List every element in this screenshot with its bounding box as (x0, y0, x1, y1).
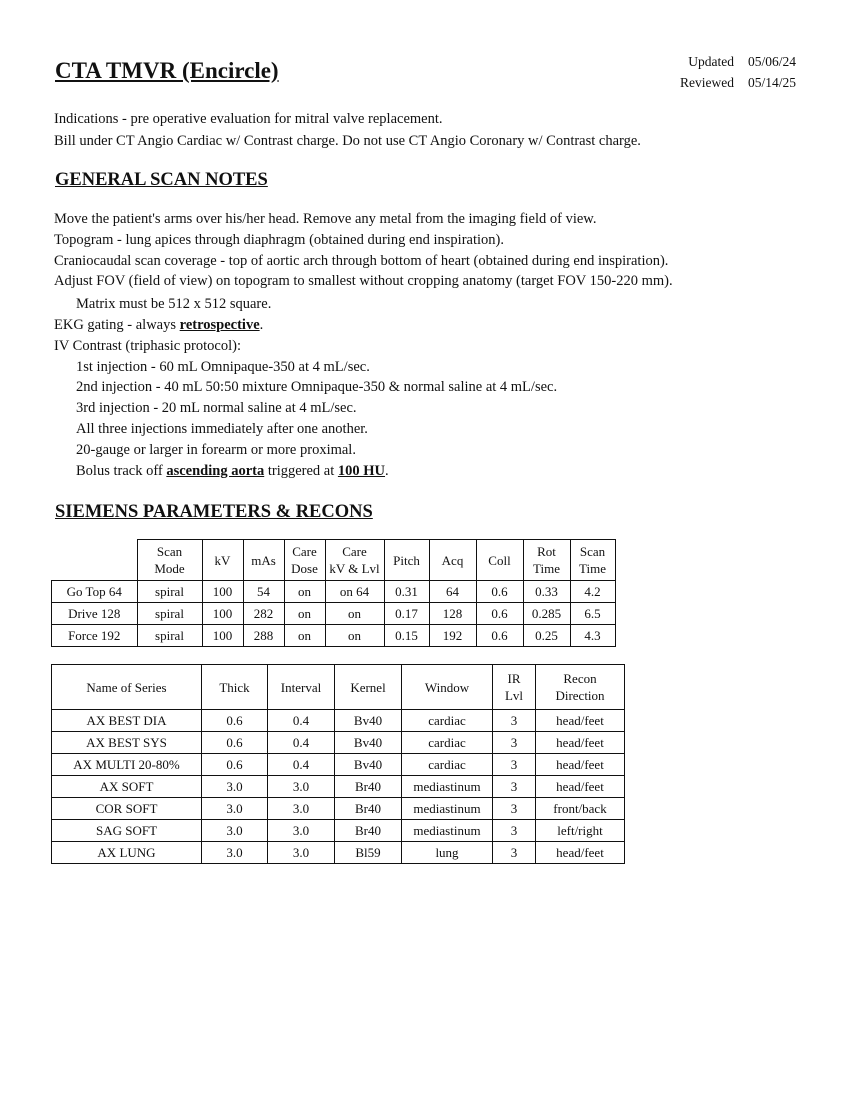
note-line: Adjust FOV (field of view) on topogram to smallest without cropping anatomy (target FOV 150-220 mm). (54, 273, 673, 290)
table-cell: 3.0 (202, 820, 268, 842)
table-cell: on (325, 625, 384, 647)
table-cell: 0.31 (384, 581, 429, 603)
table-cell: 3.0 (268, 798, 335, 820)
emphasis-retrospective: retrospective (179, 316, 260, 333)
table-cell: 3 (493, 842, 536, 864)
column-header: Window (402, 665, 493, 710)
table-cell: cardiac (402, 710, 493, 732)
table-cell: head/feet (536, 710, 625, 732)
table-cell: 288 (243, 625, 284, 647)
table-cell: 0.25 (523, 625, 570, 647)
table-cell: Bv40 (335, 732, 402, 754)
table-cell: 100 (202, 625, 243, 647)
reviewed-label: Reviewed (680, 75, 734, 90)
table-cell: left/right (536, 820, 625, 842)
table-cell: on (325, 603, 384, 625)
table-cell: Bv40 (335, 710, 402, 732)
general-notes (54, 209, 673, 481)
table-row (52, 732, 625, 754)
table-row (52, 625, 616, 647)
table-cell: Drive 128 (52, 603, 138, 625)
table-header-row (52, 665, 625, 710)
table-cell: 3 (493, 710, 536, 732)
table-cell: 0.15 (384, 625, 429, 647)
table-cell: spiral (137, 603, 202, 625)
table-cell: AX BEST SYS (52, 732, 202, 754)
table-cell: 0.6 (476, 625, 523, 647)
table-cell: head/feet (536, 776, 625, 798)
column-header: Thick (202, 665, 268, 710)
recons-table (51, 664, 625, 864)
note-line: Matrix must be 512 x 512 square. (76, 296, 272, 313)
table-cell: 64 (429, 581, 476, 603)
table-cell: AX BEST DIA (52, 710, 202, 732)
table-cell: 0.17 (384, 603, 429, 625)
table-cell: 54 (243, 581, 284, 603)
column-header: Name of Series (52, 665, 202, 710)
billing-text: Bill under CT Angio Cardiac w/ Contrast charge. Do not use CT Angio Coronary w/ Contrast charge. (54, 133, 641, 149)
table-cell: front/back (536, 798, 625, 820)
column-header: Pitch (384, 540, 429, 581)
table-cell: Bv40 (335, 754, 402, 776)
table-cell: 0.4 (268, 732, 335, 754)
intro-section (54, 108, 641, 152)
table-cell: 3 (493, 820, 536, 842)
table-cell: mediastinum (402, 798, 493, 820)
table-cell: on 64 (325, 581, 384, 603)
blank-header-cell (52, 540, 138, 581)
general-scan-notes-heading: GENERAL SCAN NOTES (55, 170, 268, 190)
table-row (52, 776, 625, 798)
note-line: IV Contrast (triphasic protocol): (54, 337, 241, 354)
note-line: 1st injection - 60 mL Omnipaque-350 at 4 mL/sec. (76, 358, 370, 375)
table-cell: cardiac (402, 754, 493, 776)
table-cell: 3 (493, 776, 536, 798)
table-cell: 3 (493, 732, 536, 754)
table-cell: lung (402, 842, 493, 864)
column-header: Rot Time (523, 540, 570, 581)
table-row (52, 842, 625, 864)
table-cell: spiral (137, 625, 202, 647)
note-line: Craniocaudal scan coverage - top of aortic arch through bottom of heart (obtained during end inspiration). (54, 252, 669, 269)
column-header: Scan Mode (137, 540, 202, 581)
table-cell: 100 (202, 581, 243, 603)
table-cell: head/feet (536, 842, 625, 864)
table-cell: 3.0 (202, 842, 268, 864)
table-cell: AX LUNG (52, 842, 202, 864)
table-cell: AX MULTI 20-80% (52, 754, 202, 776)
column-header: Scan Time (570, 540, 615, 581)
column-header: IR Lvl (493, 665, 536, 710)
table-cell: AX SOFT (52, 776, 202, 798)
table-row (52, 820, 625, 842)
table-cell: COR SOFT (52, 798, 202, 820)
table-cell: 3 (493, 754, 536, 776)
table-cell: 0.6 (202, 732, 268, 754)
table-cell: mediastinum (402, 820, 493, 842)
table-cell: Br40 (335, 820, 402, 842)
indications-text: Indications - pre operative evaluation for mitral valve replacement. (54, 111, 443, 127)
table-cell: 128 (429, 603, 476, 625)
table-cell: 192 (429, 625, 476, 647)
note-line: 20-gauge or larger in forearm or more proximal. (76, 441, 356, 458)
note-line: Bolus track off ascending aorta triggered at 100 HU. (76, 462, 389, 479)
table-cell: Force 192 (52, 625, 138, 647)
date-block (664, 51, 796, 93)
table-cell: on (284, 603, 325, 625)
table-cell: 3 (493, 798, 536, 820)
table-cell: on (284, 625, 325, 647)
table-cell: 3.0 (202, 798, 268, 820)
emphasis-100hu: 100 HU (337, 462, 386, 479)
column-header: Interval (268, 665, 335, 710)
column-header: Recon Direction (536, 665, 625, 710)
table-cell: 0.4 (268, 710, 335, 732)
table-row (52, 603, 616, 625)
table-cell: SAG SOFT (52, 820, 202, 842)
table-cell: 0.6 (476, 581, 523, 603)
table-header-row (52, 540, 616, 581)
table-cell: 0.6 (202, 754, 268, 776)
table-cell: 3.0 (268, 776, 335, 798)
table-cell: 282 (243, 603, 284, 625)
note-line: 3rd injection - 20 mL normal saline at 4 mL/sec. (76, 400, 357, 417)
note-line: Topogram - lung apices through diaphragm (obtained during end inspiration). (54, 231, 504, 248)
table-cell: cardiac (402, 732, 493, 754)
column-header: Coll (476, 540, 523, 581)
note-line: 2nd injection - 40 mL 50:50 mixture Omnipaque-350 & normal saline at 4 mL/sec. (76, 379, 558, 396)
table-cell: 0.4 (268, 754, 335, 776)
column-header: mAs (243, 540, 284, 581)
table-row (52, 754, 625, 776)
table-row (52, 710, 625, 732)
table-cell: Go Top 64 (52, 581, 138, 603)
column-header: Kernel (335, 665, 402, 710)
updated-date: 05/06/24 (747, 54, 796, 69)
column-header: Acq (429, 540, 476, 581)
table-row (52, 581, 616, 603)
table-cell: mediastinum (402, 776, 493, 798)
note-line: All three injections immediately after one another. (76, 420, 368, 437)
table-cell: Br40 (335, 776, 402, 798)
updated-label: Updated (688, 54, 734, 69)
table-cell: 0.6 (476, 603, 523, 625)
table-cell: head/feet (536, 732, 625, 754)
page-title: CTA TMVR (Encircle) (55, 58, 279, 83)
table-cell: 0.6 (202, 710, 268, 732)
column-header: Care kV & Lvl (325, 540, 384, 581)
note-line: EKG gating - always retrospective. (54, 316, 264, 333)
table-cell: head/feet (536, 754, 625, 776)
emphasis-ascending-aorta: ascending aorta (166, 462, 265, 479)
note-line: Move the patient's arms over his/her head. Remove any metal from the imaging field of view. (54, 211, 597, 227)
siemens-heading: SIEMENS PARAMETERS & RECONS (55, 502, 373, 522)
table-row (52, 798, 625, 820)
scan-parameters-table (51, 539, 616, 647)
table-cell: 6.5 (570, 603, 615, 625)
table-cell: on (284, 581, 325, 603)
table-cell: 3.0 (268, 820, 335, 842)
table-cell: 3.0 (268, 842, 335, 864)
table-cell: 4.3 (570, 625, 615, 647)
column-header: Care Dose (284, 540, 325, 581)
table-cell: 100 (202, 603, 243, 625)
table-cell: Br40 (335, 798, 402, 820)
table-cell: spiral (137, 581, 202, 603)
table-cell: Bl59 (335, 842, 402, 864)
table-cell: 0.33 (523, 581, 570, 603)
column-header: kV (202, 540, 243, 581)
reviewed-date: 05/14/25 (747, 75, 796, 90)
table-cell: 4.2 (570, 581, 615, 603)
table-cell: 3.0 (202, 776, 268, 798)
table-cell: 0.285 (523, 603, 570, 625)
